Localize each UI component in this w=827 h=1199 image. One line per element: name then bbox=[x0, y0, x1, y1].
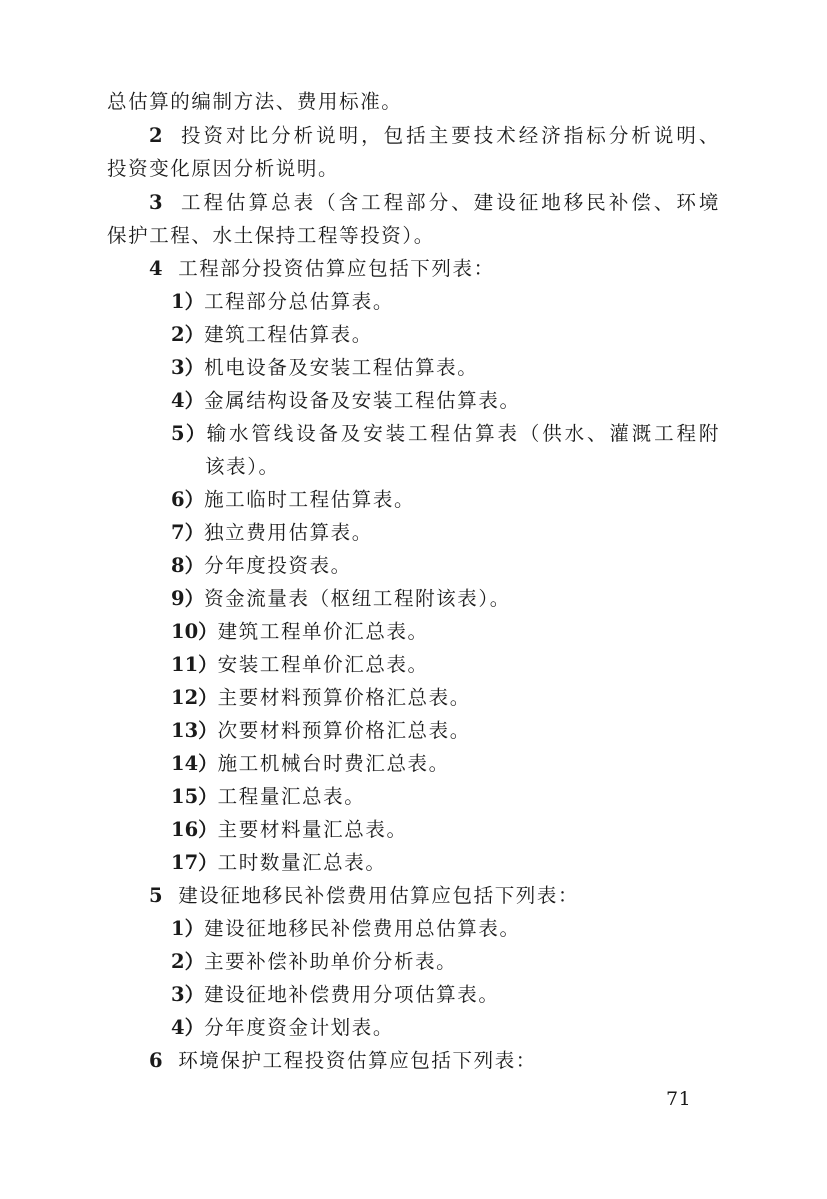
item-number: 3） bbox=[171, 356, 205, 379]
item-number: 2） bbox=[171, 950, 205, 973]
line-text: 工程部分投资估算应包括下列表： bbox=[178, 257, 495, 280]
item-number: 11） bbox=[171, 653, 218, 676]
line-text: 建筑工程单价汇总表。 bbox=[217, 620, 429, 643]
item-number: 5） bbox=[171, 422, 207, 445]
line-text: 施工机械台时费汇总表。 bbox=[217, 752, 450, 775]
text-line bbox=[149, 191, 720, 215]
line-text: 该表）。 bbox=[205, 455, 280, 478]
text-line bbox=[171, 1016, 394, 1040]
item-number: 2） bbox=[171, 323, 205, 346]
line-text: 主要材料量汇总表。 bbox=[217, 818, 408, 841]
line-text: 主要补偿补助单价分析表。 bbox=[204, 950, 458, 973]
item-number: 14） bbox=[171, 752, 218, 775]
text-line bbox=[149, 1049, 537, 1073]
line-text: 资金流量表（枢纽工程附该表）。 bbox=[204, 587, 511, 610]
line-text: 建设征地补偿费用分项估算表。 bbox=[204, 983, 500, 1006]
text-line bbox=[149, 257, 495, 281]
line-text: 分年度资金计划表。 bbox=[204, 1016, 394, 1039]
line-text: 金属结构设备及安装工程估算表。 bbox=[204, 389, 521, 412]
item-number: 4 bbox=[149, 257, 163, 280]
item-number: 12） bbox=[171, 686, 218, 709]
item-number: 6） bbox=[171, 488, 205, 511]
line-text: 独立费用估算表。 bbox=[204, 521, 373, 544]
item-number: 13） bbox=[171, 719, 218, 742]
item-number: 2 bbox=[149, 124, 163, 147]
line-text: 次要材料预算价格汇总表。 bbox=[217, 719, 471, 742]
item-number: 15） bbox=[171, 785, 218, 808]
text-line bbox=[171, 422, 720, 446]
item-number: 1） bbox=[171, 917, 205, 940]
line-text: 安装工程单价汇总表。 bbox=[217, 653, 429, 676]
line-text: 总估算的编制方法、费用标准。 bbox=[107, 90, 403, 113]
text-line bbox=[171, 950, 457, 974]
text-line bbox=[149, 124, 720, 148]
text-line bbox=[107, 157, 339, 181]
line-text: 工程部分总估算表。 bbox=[204, 290, 394, 313]
line-text: 工程估算总表（含工程部分、建设征地移民补偿、环境 bbox=[181, 191, 720, 214]
text-line bbox=[171, 719, 471, 743]
item-number: 16） bbox=[171, 818, 218, 841]
line-text: 分年度投资表。 bbox=[204, 554, 352, 577]
text-line bbox=[171, 587, 511, 611]
text-line bbox=[171, 389, 521, 413]
text-line bbox=[171, 818, 408, 842]
line-text: 工时数量汇总表。 bbox=[217, 851, 387, 874]
text-line bbox=[171, 290, 394, 314]
item-number: 10） bbox=[171, 620, 218, 643]
line-text: 环境保护工程投资估算应包括下列表： bbox=[178, 1049, 537, 1072]
item-number: 5 bbox=[149, 884, 163, 907]
line-text: 建筑工程估算表。 bbox=[204, 323, 373, 346]
text-line bbox=[171, 851, 386, 875]
line-text: 输水管线设备及安装工程估算表（供水、灌溉工程附 bbox=[206, 422, 720, 445]
text-line bbox=[171, 983, 499, 1007]
text-line bbox=[171, 620, 429, 644]
text-line bbox=[205, 455, 280, 479]
line-text: 投资对比分析说明，包括主要技术经济指标分析说明、 bbox=[181, 124, 720, 147]
text-line bbox=[171, 785, 365, 809]
item-number: 4） bbox=[171, 389, 205, 412]
line-text: 施工临时工程估算表。 bbox=[204, 488, 416, 511]
page-number: 71 bbox=[666, 1088, 692, 1110]
line-text: 工程量汇总表。 bbox=[217, 785, 366, 808]
text-line bbox=[107, 224, 435, 248]
text-line bbox=[171, 488, 415, 512]
item-number: 6 bbox=[149, 1049, 163, 1072]
text-line bbox=[171, 323, 373, 347]
item-number: 17） bbox=[171, 851, 218, 874]
item-number: 4） bbox=[171, 1016, 205, 1039]
item-number: 3 bbox=[149, 191, 163, 214]
item-number: 1） bbox=[171, 290, 205, 313]
line-text: 机电设备及安装工程估算表。 bbox=[204, 356, 479, 379]
line-text: 投资变化原因分析说明。 bbox=[107, 157, 340, 180]
text-line bbox=[171, 356, 478, 380]
item-number: 7） bbox=[171, 521, 205, 544]
line-text: 主要材料预算价格汇总表。 bbox=[217, 686, 471, 709]
text-line bbox=[171, 917, 521, 941]
line-text: 建设征地移民补偿费用估算应包括下列表： bbox=[178, 884, 580, 907]
text-line bbox=[171, 752, 450, 776]
line-text: 保护工程、水土保持工程等投资）。 bbox=[107, 224, 435, 247]
text-line bbox=[171, 521, 373, 545]
item-number: 9） bbox=[171, 587, 205, 610]
item-number: 3） bbox=[171, 983, 205, 1006]
text-line bbox=[107, 90, 402, 114]
text-line bbox=[171, 653, 429, 677]
item-number: 8） bbox=[171, 554, 205, 577]
line-text: 建设征地移民补偿费用总估算表。 bbox=[204, 917, 521, 940]
text-line bbox=[149, 884, 579, 908]
text-line bbox=[171, 554, 352, 578]
text-line bbox=[171, 686, 471, 710]
